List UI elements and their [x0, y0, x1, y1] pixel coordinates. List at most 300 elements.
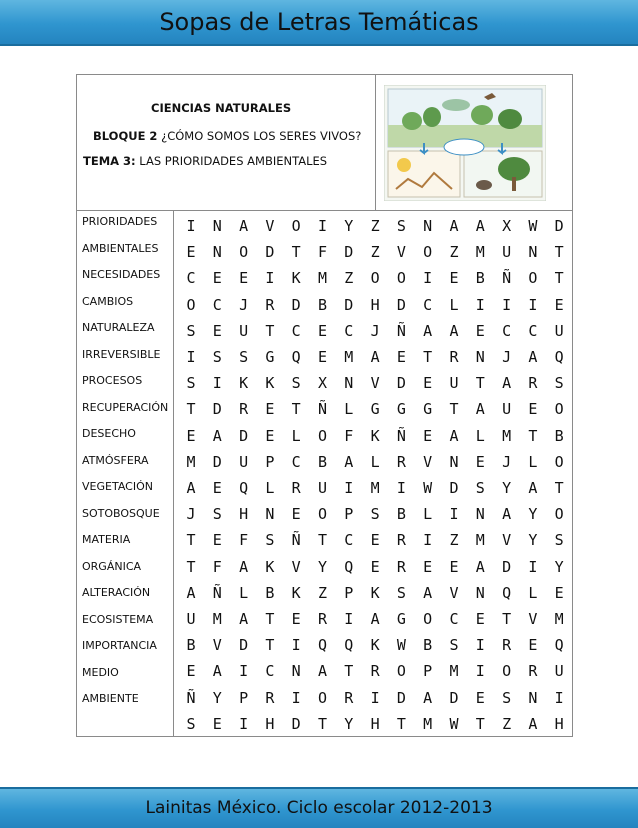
grid-letter: Y [528, 505, 538, 524]
grid-letter: O [554, 400, 564, 419]
grid-letter: E [423, 426, 433, 445]
grid-letter: Q [554, 348, 564, 366]
grid-letter: W [396, 636, 406, 655]
word-list-item: SOTOBOSQUE [82, 506, 160, 520]
grid-letter: L [239, 583, 249, 602]
grid-letter: E [475, 452, 485, 471]
grid-letter: V [212, 636, 222, 655]
grid-letter: A [423, 321, 433, 340]
grid-letter: U [239, 321, 249, 340]
grid-letter: I [396, 479, 406, 497]
grid-letter: D [396, 688, 406, 707]
grid-letter: I [186, 217, 196, 235]
grid-letter: R [370, 662, 380, 681]
grid-letter: M [502, 426, 512, 445]
grid-letter: R [449, 348, 459, 366]
grid-letter: E [370, 557, 380, 576]
grid-letter: M [475, 243, 485, 262]
grid-letter: I [344, 610, 354, 628]
grid-letter: R [239, 400, 249, 419]
grid-letter: I [239, 662, 249, 681]
grid-letter: W [449, 714, 459, 733]
grid-letter: J [502, 348, 512, 366]
grid-letter: Y [212, 688, 222, 707]
grid-letter: N [528, 688, 538, 707]
grid-letter: R [396, 452, 406, 471]
grid-letter: O [186, 295, 196, 314]
grid-letter: C [291, 321, 301, 340]
grid-letter: L [370, 452, 380, 471]
worksheet-table [76, 74, 573, 737]
grid-letter: I [291, 636, 301, 655]
grid-letter: A [449, 217, 459, 235]
word-list-item: PRIORIDADES [82, 215, 158, 228]
grid-letter: E [528, 400, 538, 419]
grid-letter: S [396, 583, 406, 602]
grid-letter: T [502, 610, 512, 628]
grid-letter: H [554, 714, 564, 733]
grid-letter: L [423, 505, 433, 524]
grid-letter: S [554, 374, 564, 393]
grid-letter: O [423, 243, 433, 262]
grid-letter: C [344, 531, 354, 550]
grid-letter: T [186, 531, 196, 550]
grid-letter: N [475, 505, 485, 524]
grid-letter: V [291, 557, 301, 576]
grid-letter: T [449, 400, 459, 419]
grid-letter: E [186, 426, 196, 445]
grid-letter: I [317, 217, 328, 235]
grid-letter: D [449, 479, 459, 497]
word-list-item: IRREVERSIBLE [82, 347, 161, 361]
grid-letter: E [449, 557, 459, 576]
grid-letter: O [554, 452, 564, 471]
tema-line [83, 154, 327, 168]
footer-banner [0, 787, 638, 828]
grid-letter: Q [344, 557, 354, 576]
grid-letter: V [370, 374, 380, 393]
grid-letter: U [502, 400, 512, 419]
grid-letter: E [212, 321, 222, 340]
grid-letter: A [449, 426, 459, 445]
grid-letter: J [186, 505, 196, 524]
grid-letter: Z [449, 531, 459, 550]
grid-letter: T [554, 243, 564, 262]
grid-letter: O [396, 269, 406, 288]
grid-letter: D [344, 243, 354, 262]
grid-letter: E [554, 583, 564, 602]
grid-letter: C [186, 269, 196, 288]
grid-letter: V [396, 243, 406, 262]
grid-letter: T [554, 479, 564, 497]
grid-letter: X [317, 374, 328, 393]
grid-letter: E [317, 348, 328, 366]
grid-letter: T [265, 610, 275, 628]
grid-letter: A [475, 217, 485, 235]
grid-letter: K [239, 374, 249, 393]
grid-letter: T [475, 714, 485, 733]
grid-letter: K [291, 583, 301, 602]
grid-letter: M [186, 452, 196, 471]
grid-letter: D [291, 714, 301, 733]
grid-letter: S [186, 321, 196, 340]
word-list-item: NATURALEZA [82, 321, 155, 334]
grid-letter: O [317, 426, 328, 445]
grid-letter: A [370, 610, 380, 628]
grid-letter: S [186, 374, 196, 393]
grid-letter: S [212, 348, 222, 366]
grid-letter: B [396, 505, 406, 524]
grid-letter: V [502, 531, 512, 550]
grid-letter: I [239, 714, 249, 733]
grid-letter: D [265, 243, 275, 262]
word-list-item: IMPORTANCIA [82, 639, 157, 652]
grid-letter: A [475, 557, 485, 576]
grid-letter: I [344, 479, 354, 497]
grid-letter: T [265, 636, 275, 655]
grid-letter: T [344, 662, 354, 681]
grid-letter: I [423, 531, 433, 550]
grid-letter: Z [370, 243, 380, 262]
grid-letter: F [212, 557, 222, 576]
word-list-item: PROCESOS [82, 374, 143, 387]
grid-letter: S [475, 479, 485, 497]
grid-letter: Q [554, 636, 564, 655]
grid-letter: Y [344, 714, 354, 733]
grid-letter: E [212, 714, 222, 733]
grid-letter: I [528, 295, 538, 314]
grid-letter: E [475, 321, 485, 340]
grid-letter: I [475, 662, 485, 681]
grid-letter: T [423, 348, 433, 366]
grid-letter: E [370, 531, 380, 550]
grid-letter: D [344, 295, 354, 314]
grid-letter: H [239, 505, 249, 524]
title-banner [0, 0, 638, 46]
grid-letter: E [186, 243, 196, 262]
grid-letter: O [554, 505, 564, 524]
grid-letter: N [344, 374, 354, 393]
grid-letter: A [344, 452, 354, 471]
grid-letter: T [396, 714, 406, 733]
grid-letter: Ñ [502, 269, 512, 288]
grid-letter: N [423, 217, 433, 235]
grid-letter: R [317, 610, 328, 628]
word-list-item: ATMÓSFERA [82, 453, 149, 467]
grid-letter: N [475, 583, 485, 602]
grid-letter: C [344, 321, 354, 340]
grid-letter: T [554, 269, 564, 288]
grid-letter: K [265, 557, 275, 576]
grid-letter: B [317, 295, 328, 314]
letter-grid [173, 211, 572, 736]
grid-letter: O [370, 269, 380, 288]
grid-letter: L [344, 400, 354, 419]
grid-letter: S [239, 348, 249, 366]
grid-letter: Z [449, 243, 459, 262]
word-list-item: MATERIA [82, 533, 131, 546]
grid-letter: J [502, 452, 512, 471]
grid-letter: K [370, 426, 380, 445]
word-list [77, 211, 174, 736]
grid-letter: L [528, 583, 538, 602]
grid-letter: I [265, 269, 275, 288]
word-list-item: DESECHO [82, 427, 136, 440]
grid-letter: D [212, 400, 222, 419]
grid-letter: P [239, 688, 249, 707]
grid-letter: B [423, 636, 433, 655]
grid-letter: A [212, 426, 222, 445]
grid-letter: Q [344, 636, 354, 655]
grid-letter: A [423, 688, 433, 707]
grid-letter: H [370, 714, 380, 733]
grid-letter: A [475, 400, 485, 419]
grid-letter: U [554, 321, 564, 340]
grid-letter: U [449, 374, 459, 393]
word-list-item: MEDIO [82, 665, 119, 679]
grid-letter: O [317, 505, 328, 524]
grid-letter: E [291, 610, 301, 628]
grid-letter: K [291, 269, 301, 288]
grid-letter: S [554, 531, 564, 550]
grid-letter: T [317, 714, 328, 733]
grid-letter: L [475, 426, 485, 445]
grid-letter: G [423, 400, 433, 419]
grid-letter: N [212, 243, 222, 262]
grid-letter: W [423, 479, 433, 497]
ecosystem-illustration [384, 85, 546, 201]
grid-letter: A [502, 505, 512, 524]
grid-letter: V [449, 583, 459, 602]
grid-letter: E [265, 426, 275, 445]
grid-letter: V [265, 217, 275, 235]
grid-letter: E [475, 688, 485, 707]
grid-letter: A [317, 662, 328, 681]
grid-letter: A [423, 583, 433, 602]
grid-letter: S [291, 374, 301, 393]
grid-letter: Ñ [291, 531, 301, 550]
grid-letter: E [449, 269, 459, 288]
grid-letter: C [449, 610, 459, 628]
grid-letter: G [265, 348, 275, 366]
grid-letter: C [423, 295, 433, 314]
worksheet-header [77, 75, 572, 211]
grid-letter: Y [502, 479, 512, 497]
grid-letter: Z [370, 217, 380, 235]
bloque-text: ¿CÓMO SOMOS LOS SERES VIVOS? [157, 129, 362, 143]
grid-letter: I [449, 505, 459, 524]
grid-letter: V [528, 610, 538, 628]
grid-letter: R [265, 295, 275, 314]
grid-letter: E [396, 348, 406, 366]
grid-letter: T [186, 400, 196, 419]
grid-letter: O [317, 688, 328, 707]
grid-letter: B [554, 426, 564, 445]
grid-letter: D [239, 636, 249, 655]
grid-letter: Ñ [396, 321, 406, 340]
grid-letter: E [423, 374, 433, 393]
grid-letter: B [475, 269, 485, 288]
grid-letter: M [344, 348, 354, 366]
grid-letter: E [423, 557, 433, 576]
grid-letter: I [502, 295, 512, 314]
grid-letter: E [186, 662, 196, 681]
grid-letter: P [344, 583, 354, 602]
grid-letter: C [265, 662, 275, 681]
grid-letter: L [449, 295, 459, 314]
grid-letter: Ñ [212, 583, 222, 602]
word-list-item: ALTERACIÓN [82, 586, 151, 599]
grid-letter: A [239, 557, 249, 576]
grid-letter: N [475, 348, 485, 366]
grid-letter: I [475, 295, 485, 314]
page-title: Sopas de Letras Temáticas [159, 8, 479, 36]
grid-letter: E [317, 321, 328, 340]
grid-letter: L [265, 479, 275, 497]
grid-letter: C [502, 321, 512, 340]
grid-letter: E [212, 479, 222, 497]
grid-letter: E [239, 269, 249, 288]
grid-letter: P [265, 452, 275, 471]
grid-letter: A [186, 583, 196, 602]
word-list-item: ORGÁNICA [82, 559, 142, 573]
grid-letter: J [370, 321, 380, 340]
grid-letter: D [396, 374, 406, 393]
grid-letter: S [186, 714, 196, 733]
grid-letter: R [344, 688, 354, 707]
grid-letter: T [265, 321, 275, 340]
grid-letter: Y [554, 557, 564, 576]
grid-letter: J [239, 295, 249, 314]
word-list-item: VEGETACIÓN [82, 480, 153, 493]
grid-letter: N [449, 452, 459, 471]
grid-letter: S [502, 688, 512, 707]
grid-letter: E [291, 505, 301, 524]
grid-letter: E [528, 636, 538, 655]
grid-letter: Ñ [186, 688, 196, 707]
grid-letter: C [291, 452, 301, 471]
grid-letter: H [370, 295, 380, 314]
grid-letter: I [475, 636, 485, 655]
grid-letter: M [475, 531, 485, 550]
grid-letter: E [212, 531, 222, 550]
grid-letter: T [528, 426, 538, 445]
grid-letter: M [554, 610, 564, 628]
grid-letter: M [212, 610, 222, 628]
grid-letter: P [423, 662, 433, 681]
grid-letter: O [291, 217, 301, 235]
grid-letter: E [265, 400, 275, 419]
grid-letter: G [396, 400, 406, 419]
grid-letter: D [212, 452, 222, 471]
word-list-item: RECUPERACIÓN [82, 400, 169, 414]
grid-letter: I [212, 374, 222, 393]
grid-letter: D [449, 688, 459, 707]
grid-letter: F [344, 426, 354, 445]
grid-letter: D [554, 217, 564, 235]
grid-letter: A [239, 610, 249, 628]
grid-letter: A [528, 479, 538, 497]
grid-letter: U [186, 610, 196, 628]
grid-letter: S [212, 505, 222, 524]
grid-letter: A [502, 374, 512, 393]
grid-letter: N [528, 243, 538, 262]
grid-letter: A [449, 321, 459, 340]
bloque-label: BLOQUE 2 [93, 129, 158, 143]
grid-letter: C [528, 321, 538, 340]
grid-letter: O [239, 243, 249, 262]
grid-letter: S [370, 505, 380, 524]
grid-letter: N [291, 662, 301, 681]
grid-letter: S [449, 636, 459, 655]
grid-letter: I [186, 348, 196, 366]
grid-letter: N [265, 505, 275, 524]
grid-letter: L [528, 452, 538, 471]
grid-letter: E [212, 269, 222, 288]
grid-letter: B [186, 636, 196, 655]
grid-letter: X [502, 217, 512, 235]
grid-letter: U [502, 243, 512, 262]
grid-letter: Q [502, 583, 512, 602]
grid-letter: O [396, 662, 406, 681]
grid-letter: R [396, 557, 406, 576]
grid-letter: D [396, 295, 406, 314]
grid-letter: Y [528, 531, 538, 550]
grid-letter: I [423, 269, 433, 288]
grid-letter: E [554, 295, 564, 314]
grid-letter: B [265, 583, 275, 602]
grid-letter: A [186, 479, 196, 497]
grid-letter: T [317, 531, 328, 550]
grid-letter: U [554, 662, 564, 681]
illustration-cell [375, 75, 573, 210]
grid-letter: G [370, 400, 380, 419]
grid-letter: S [396, 217, 406, 235]
tema-label: TEMA 3: [83, 154, 136, 168]
grid-letter: F [317, 243, 328, 262]
grid-letter: O [423, 610, 433, 628]
grid-letter: T [186, 557, 196, 576]
grid-letter: T [291, 400, 301, 419]
footer-text: Lainitas México. Ciclo escolar 2012-2013 [145, 798, 493, 818]
grid-letter: R [265, 688, 275, 707]
grid-letter: N [212, 217, 222, 235]
subject-label: CIENCIAS NATURALES [151, 101, 292, 115]
grid-letter: E [475, 610, 485, 628]
grid-letter: V [423, 452, 433, 471]
grid-letter: R [396, 531, 406, 550]
grid-letter: L [291, 426, 301, 445]
grid-letter: Q [239, 479, 249, 497]
grid-letter: G [396, 610, 406, 628]
grid-letter: T [291, 243, 301, 262]
grid-letter: D [239, 426, 249, 445]
grid-letter: Y [317, 557, 328, 576]
grid-letter: U [239, 452, 249, 471]
grid-letter: I [291, 688, 301, 707]
grid-letter: R [502, 636, 512, 655]
grid-letter: I [370, 688, 380, 707]
grid-letter: I [554, 688, 564, 707]
grid-letter: R [528, 374, 538, 393]
grid-letter: D [291, 295, 301, 314]
tema-text: LAS PRIORIDADES AMBIENTALES [135, 154, 328, 168]
grid-letter: Z [344, 269, 354, 288]
grid-letter: U [317, 479, 328, 497]
grid-letter: T [475, 374, 485, 393]
grid-letter: Z [502, 714, 512, 733]
word-list-item: AMBIENTE [82, 692, 139, 705]
